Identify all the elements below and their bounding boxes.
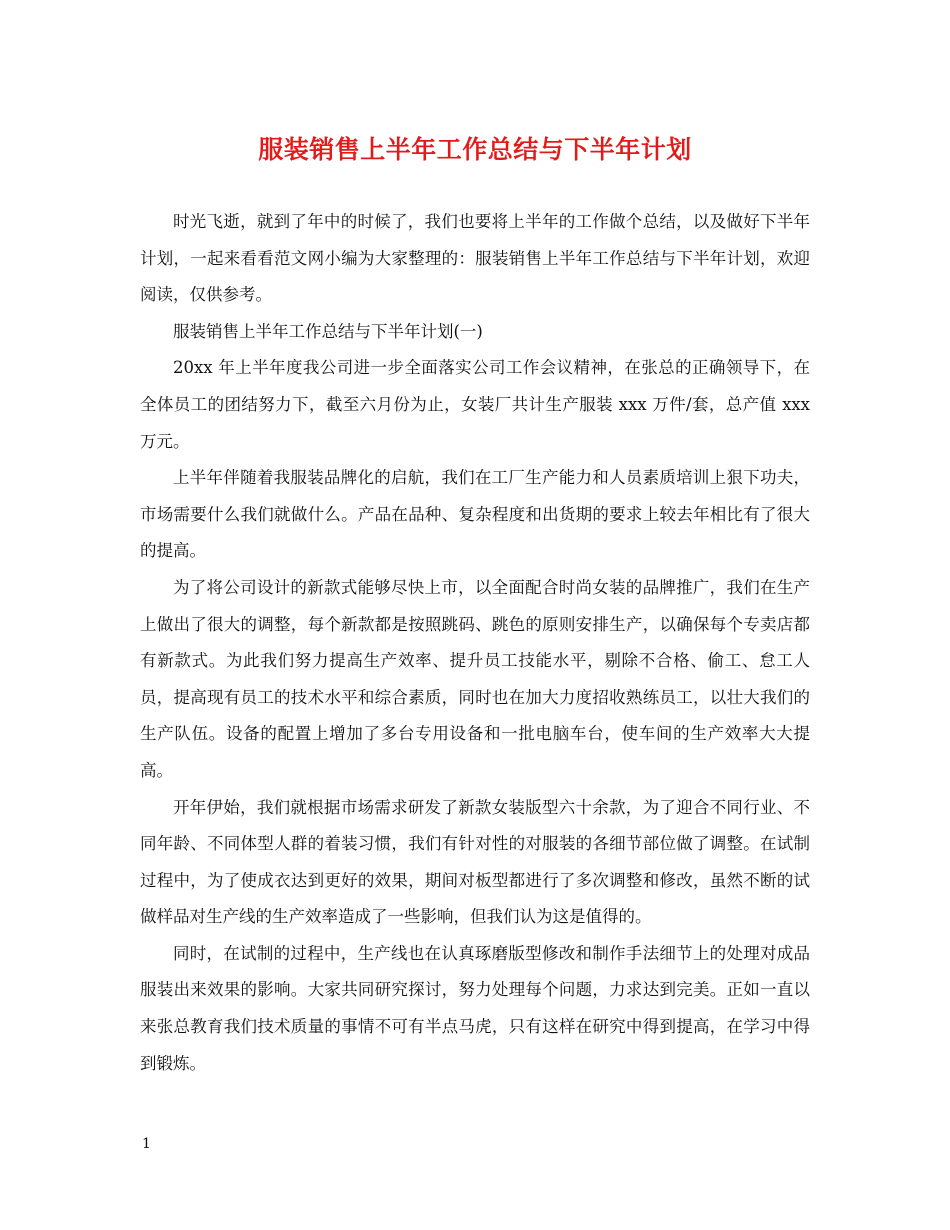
paragraph-intro: 时光飞逝，就到了年中的时候了，我们也要将上半年的工作做个总结，以及做好下半年计划，一起来看看范文网小编为大家整理的：服装销售上半年工作总结与下半年计划，欢迎阅读，仅供参考。 (140, 212, 810, 305)
paragraph-trial-production: 同时，在试制的过程中，生产线也在认真琢磨版型修改和制作手法细节上的处理对成品服装出来效果的影响。大家共同研究探讨，努力处理每个问题，力求达到完美。正如一直以来张总教育我们技术质量的事情不可有半点马虎，只有这样在研究中得到提高，在学习中得到锻炼。 (140, 943, 810, 1073)
paragraph-brand-launch: 上半年伴随着我服装品牌化的启航，我们在工厂生产能力和人员素质培训上狠下功夫，市场需要什么我们就做什么。产品在品种、复杂程度和出货期的要求上较去年相比有了很大的提高。 (140, 468, 810, 561)
paragraph-new-styles: 为了将公司设计的新款式能够尽快上市，以全面配合时尚女装的品牌推广，我们在生产上做出了很大的调整，每个新款都是按照跳码、跳色的原则安排生产，以确保每个专卖店都有新款式。为此我们努力提高生产效率、提升员工技能水平，剔除不合格、偷工、怠工人员，提高现有员工的技术水平和综合素质，同时也在加大力度招收熟练员工，以壮大我们的生产队伍。设备的配置上增加了多台专用设备和一批电脑车台，使车间的生产效率大大提高。 (140, 577, 810, 780)
paragraph-production-summary: 20xx 年上半年度我公司进一步全面落实公司工作会议精神，在张总的正确领导下，在全体员工的团结努力下，截至六月份为止，女装厂共计生产服装 xxx 万件/套，总产值 xxx 万元。 (140, 358, 810, 451)
document-title: 服装销售上半年工作总结与下半年计划 (258, 135, 692, 164)
document-body (140, 204, 810, 1082)
paragraph-pattern-development: 开年伊始，我们就根据市场需求研发了新款女装版型六十余款，为了迎合不同行业、不同年龄、不同体型人群的着装习惯，我们有针对性的对服装的各细节部位做了调整。在试制过程中，为了使成衣达到更好的效果，期间对板型都进行了多次调整和修改，虽然不断的试做样品对生产线的生产效率造成了一些影响，但我们认为这是值得的。 (140, 797, 810, 927)
section-heading: 服装销售上半年工作总结与下半年计划(一) (173, 321, 483, 341)
page-number: 1 (142, 1136, 151, 1152)
